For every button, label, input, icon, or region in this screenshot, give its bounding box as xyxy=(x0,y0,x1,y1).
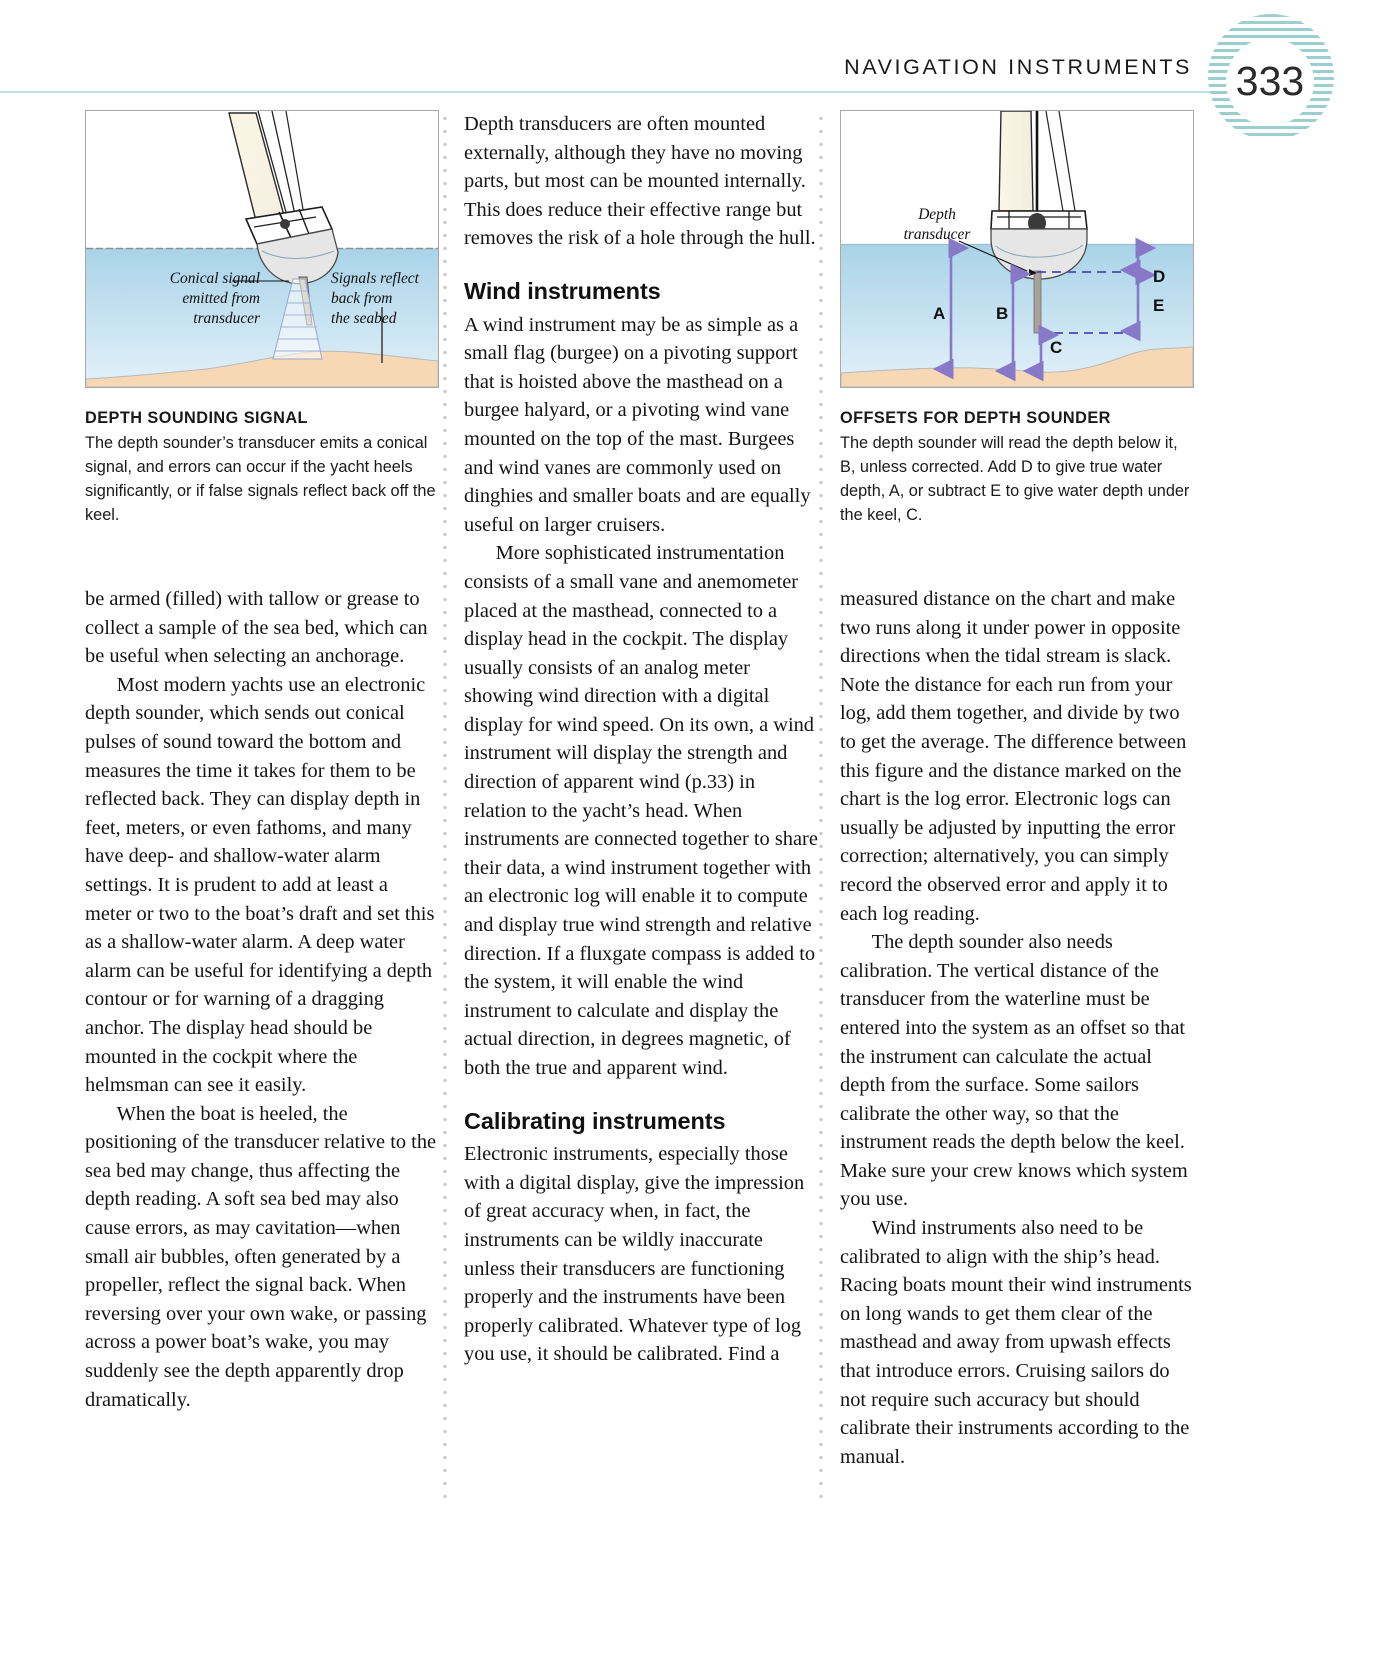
caption-title: OFFSETS FOR DEPTH SOUNDER xyxy=(840,409,1111,427)
running-head: NAVIGATION INSTRUMENTS xyxy=(844,55,1192,79)
page-header xyxy=(0,0,1382,98)
paragraph-right-3: Wind instruments also need to be calibrated to align with the ship’s head. Racing boats mount their wind instruments on long wands to get them clear of the masthead and away from upwash effects that introduce errors. Cruising sailors do not require such accuracy but should calibrate their instruments according to the manual. xyxy=(840,1217,1192,1468)
label-offset-B: B xyxy=(996,304,1009,323)
paragraph-left-3: When the boat is heeled, the positioning of the transducer relative to the sea bed may change, thus affecting the depth reading. A soft sea bed may also cause errors, as may cavitation—when small air bubbles, often generated by a propeller, reflect the signal back. When reversing over your own wake, or passing across a power boat’s wake, you may suddenly see the depth apparently drop dramatically. xyxy=(85,1102,437,1411)
caption-title: DEPTH SOUNDING SIGNAL xyxy=(85,409,308,427)
label-signals-reflect: Signals reflect back from the seabed xyxy=(331,270,419,328)
page-number: 333 xyxy=(1235,57,1305,104)
paragraph-right-1: measured distance on the chart and make two runs along it under power in opposite directions when the tidal stream is slack. Note the distance for each run from your log, add them together, and divide by two to get the average. The difference between this figure and the distance marked on the chart is the log error. Electronic logs can usually be adjusted by inputting the error correction; alternatively, you can simply record the observed error and apply it to each log reading. xyxy=(840,588,1187,925)
paragraph-right-2: The depth sounder also needs calibration. The vertical distance of the transducer from the waterline must be entered into the system as an offset so that the instrument can calculate the actual depth from the surface. Some sailors calibrate the other way, so that the instrument reads the depth below the keel. Make sure your crew knows which system you use. xyxy=(840,931,1188,1211)
column-left-body xyxy=(85,585,439,1414)
paragraph-wind-2: More sophisticated instrumentation consists of a small vane and anemometer placed at the masthead, connected to a display head in the cockpit. The display usually consists of an analog meter showing wind direction with a digital display for wind speed. On its own, a wind instrument will display the strength and direction of apparent wind (p.33) in relation to the yacht’s head. When instruments are connected together to share their data, a wind instrument together with an electronic log will enable it to compute and display true wind strength and relative direction. If a fluxgate compass is added to the system, it will enable the wind instrument to calculate and display the actual direction, in degrees magnetic, of both the true and apparent wind. xyxy=(464,542,818,1079)
figure-block-depth-sounding xyxy=(85,110,439,528)
label-offset-E: E xyxy=(1153,296,1165,315)
heading-wind-instruments: Wind instruments xyxy=(464,277,661,304)
paragraph-wind-1: A wind instrument may be as simple as a small flag (burgee) on a pivoting support that is hoisted above the masthead on a burgee halyard, or a pivoting wind vane mounted on the top of the mast. Burgees and wind vanes are commonly used on dinghies and smaller boats and are equally useful on larger cruisers. xyxy=(464,313,811,536)
caption-body: The depth sounder will read the depth below it, B, unless corrected. Add D to give true water depth, A, or subtract E to give water depth under the keel, C. xyxy=(840,433,1190,524)
folio-circle xyxy=(1226,38,1314,126)
depth-sounding-illustration xyxy=(86,111,438,387)
paragraph-left-1: be armed (filled) with tallow or grease to collect a sample of the sea bed, which can be useful when selecting an anchorage. xyxy=(85,588,428,668)
label-conical-signal: Conical signal emitted from transducer xyxy=(169,270,260,328)
column-divider-right xyxy=(819,112,823,1507)
caption-body: The depth sounder’s transducer emits a conical signal, and errors can occur if the yacht heels significantly, or if false signals reflect back off the keel. xyxy=(85,433,436,524)
paragraph-left-2: Most modern yachts use an electronic depth sounder, which sends out conical pulses of sound toward the bottom and measures the time it takes for them to be reflected back. They can display depth in feet, meters, or even fathoms, and many have deep- and shallow-water alarm settings. It is prudent to add at least a meter or two to the boat’s draft and set this as a shallow-water alarm. A deep water alarm can be useful for identifying a depth contour or for warning of a dragging anchor. The display head should be mounted in the cockpit where the helmsman can see it easily. xyxy=(85,673,435,1097)
caption-offsets-for-depth-sounder xyxy=(840,407,1194,528)
figure-offsets-for-depth-sounder xyxy=(840,110,1194,388)
paragraph-calibrating-1: Electronic instruments, especially those with a digital display, give the impression of great accuracy when, in fact, the instruments can be wildly inaccurate unless their transducers are functioning properly and the instruments have been properly calibrated. Whatever type of log you use, it should be calibrated. Find a xyxy=(464,1143,805,1366)
column-divider-left xyxy=(443,112,447,1507)
column-middle xyxy=(464,110,818,1369)
label-offset-A: A xyxy=(933,304,946,323)
figure-block-offsets xyxy=(840,110,1194,528)
label-depth-transducer: Depth transducer xyxy=(903,206,971,244)
label-offset-D: D xyxy=(1153,267,1166,286)
paragraph-intro: Depth transducers are often mounted externally, although they have no moving parts, but most can be mounted internally. This does reduce their effective range but removes the risk of a hole through the hull. xyxy=(464,113,816,250)
heading-calibrating-instruments: Calibrating instruments xyxy=(464,1107,726,1134)
figure-depth-sounding-signal xyxy=(85,110,439,388)
column-right-body xyxy=(840,585,1194,1471)
caption-depth-sounding-signal xyxy=(85,407,439,528)
label-offset-C: C xyxy=(1050,338,1063,357)
header-rule xyxy=(0,91,1228,93)
offsets-illustration xyxy=(841,111,1193,387)
